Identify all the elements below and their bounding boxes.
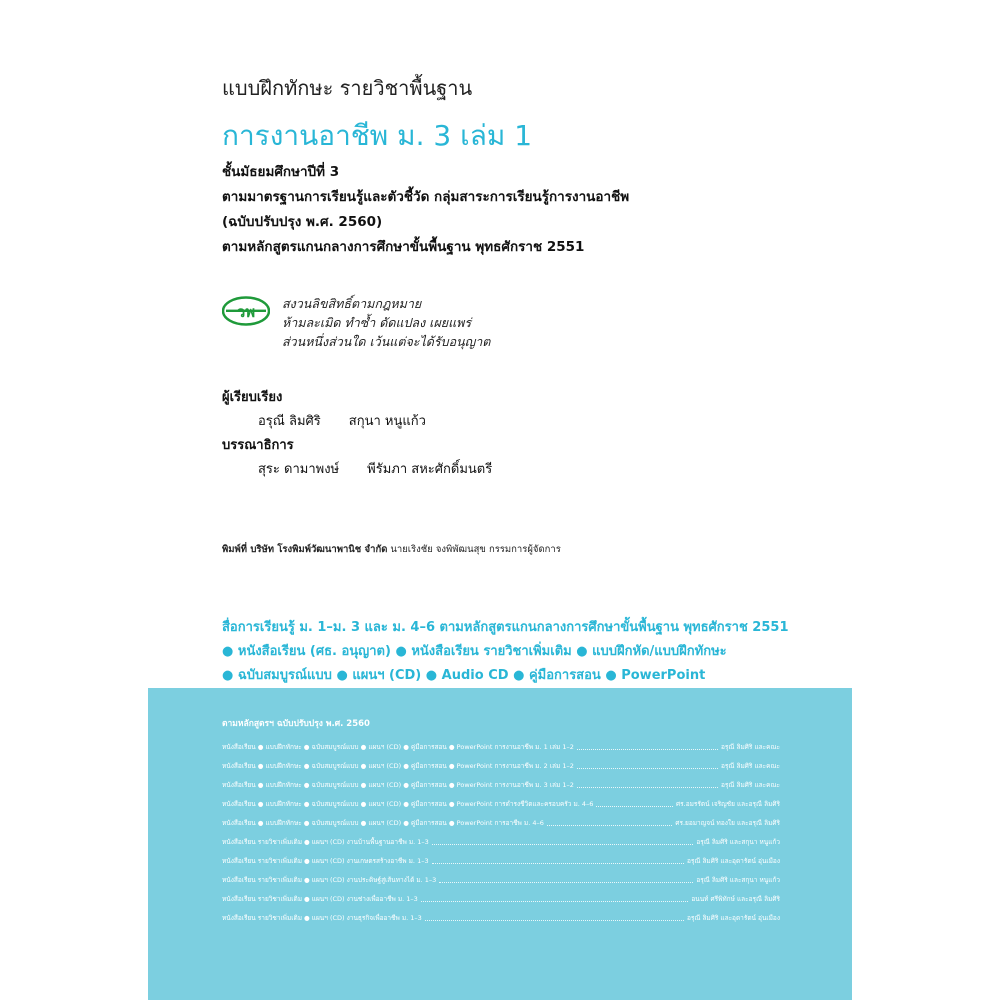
- list-item-author: ศร.อมรรัตน์ เจริญชัย และอรุณี ลิมศิริ: [676, 800, 780, 808]
- panel-title: ตามหลักสูตรฯ ฉบับปรับปรุง พ.ศ. 2560: [222, 719, 370, 729]
- list-item-author: อรุณี ลิมศิริ และคณะ: [721, 781, 780, 789]
- list-item-author: อนนท์ ศรีพิทักษ์ และอรุณี ลิมศิริ: [691, 895, 780, 903]
- copyright-line: ส่วนหนึ่งส่วนใด เว้นแต่จะได้รับอนุญาต: [282, 334, 491, 349]
- authors-list: [222, 410, 492, 434]
- dot-leader: [577, 749, 718, 750]
- list-item-title: หนังสือเรียน รายวิชาเพิ่มเติม ● แผนฯ (CD) งานช่างเพื่ออาชีพ ม. 1–3: [222, 895, 418, 903]
- media-item: แผนฯ (CD): [352, 668, 422, 683]
- list-item: [222, 871, 780, 890]
- list-item: [222, 757, 780, 776]
- credits: [222, 386, 492, 482]
- book-title: การงานอาชีพ ม. 3 เล่ม 1: [222, 119, 533, 152]
- list-item-author: อรุณี ลิมศิริ และอุดารัตน์ อุ่นเมือง: [686, 914, 780, 922]
- list-item: [222, 852, 780, 871]
- editors-label: บรรณาธิการ: [222, 438, 294, 453]
- list-item: [222, 814, 780, 833]
- curriculum-info: [222, 160, 629, 260]
- dot-leader: [425, 920, 684, 921]
- series-label: แบบฝึกทักษะ รายวิชาพื้นฐาน: [222, 76, 473, 100]
- list-item: [222, 833, 780, 852]
- learning-media: [222, 616, 789, 688]
- media-heading: สื่อการเรียนรู้ ม. 1–ม. 3 และ ม. 4–6 ตามหลักสูตรแกนกลางการศึกษาขั้นพื้นฐาน พุทธศักราช 2551: [222, 620, 789, 635]
- printer-info: [222, 542, 561, 557]
- list-item-author: ศร.ยอมาญจน์ ทองใย และอรุณี ลิมศิริ: [675, 819, 780, 827]
- editor-name: พีรัมภา สหะศักดิ์มนตรี: [367, 462, 493, 477]
- bullet-icon: ●: [425, 668, 438, 683]
- printer-company: พิมพ์ที่ บริษัท โรงพิมพ์วัฒนาพานิช จำกัด: [222, 544, 388, 555]
- author-name: อรุณี ลิมศิริ: [258, 414, 321, 429]
- dot-leader: [432, 863, 684, 864]
- dot-leader: [596, 806, 673, 807]
- bullet-icon: ●: [395, 644, 407, 659]
- list-item-title: หนังสือเรียน ● แบบฝึกทักษะ ● ฉบับสมบูรณ์แบบ ● แผนฯ (CD) ● คู่มือการสอน ● PowerPoint การงานอาชีพ ม. 2 เล่ม 1–2: [222, 762, 574, 770]
- bullet-icon: ●: [576, 644, 588, 659]
- media-item: แบบฝึกหัด/แบบฝึกทักษะ: [592, 644, 727, 659]
- media-item: คู่มือการสอน: [528, 668, 601, 683]
- info-line: (ฉบับปรับปรุง พ.ศ. 2560): [222, 214, 383, 230]
- list-item: [222, 909, 780, 928]
- list-item-author: อรุณี ลิมศิริ และสกุนา หนูแก้ว: [696, 876, 780, 884]
- list-item-title: หนังสือเรียน ● แบบฝึกทักษะ ● ฉบับสมบูรณ์แบบ ● แผนฯ (CD) ● คู่มือการสอน ● PowerPoint การอาชีพ ม. 4–6: [222, 819, 544, 827]
- publisher-logo: [222, 296, 270, 326]
- copyright-line: ห้ามละเมิด ทำซ้ำ ดัดแปลง เผยแพร่: [282, 315, 472, 330]
- list-item-title: หนังสือเรียน รายวิชาเพิ่มเติม ● แผนฯ (CD) งานประดิษฐ์สู่เส้นทางได้ ม. 1–3: [222, 876, 437, 884]
- dot-leader: [577, 768, 718, 769]
- copyright-text: [282, 294, 490, 351]
- list-item-title: หนังสือเรียน รายวิชาเพิ่มเติม ● แผนฯ (CD) งานธุรกิจเพื่ออาชีพ ม. 1–3: [222, 914, 422, 922]
- dot-leader: [432, 844, 693, 845]
- info-line: ตามมาตรฐานการเรียนรู้และตัวชี้วัด กลุ่มสาระการเรียนรู้การงานอาชีพ: [222, 189, 630, 205]
- bullet-icon: ●: [513, 668, 525, 683]
- list-item: [222, 890, 780, 909]
- list-item-title: หนังสือเรียน รายวิชาเพิ่มเติม ● แผนฯ (CD) งานบ้านพื้นฐานอาชีพ ม. 1–3: [222, 838, 429, 846]
- media-line-2: [222, 640, 789, 664]
- list-item-author: อรุณี ลิมศิริ และคณะ: [721, 762, 780, 770]
- copyright-notice: [222, 294, 622, 349]
- dot-leader: [439, 882, 693, 883]
- media-item: หนังสือเรียน รายวิชาเพิ่มเติม: [411, 644, 572, 659]
- logo-text: วพ: [236, 303, 256, 321]
- media-item: หนังสือเรียน (ศธ. อนุญาต): [237, 644, 391, 659]
- editor-name: สุระ ดามาพงษ์: [258, 462, 340, 477]
- list-item-author: อรุณี ลิมศิริ และคณะ: [721, 743, 780, 751]
- bullet-icon: ●: [605, 668, 617, 683]
- list-item-author: อรุณี ลิมศิริ และสกุนา หนูแก้ว: [696, 838, 780, 846]
- printer-manager: นายเริงชัย จงพิพัฒนสุข กรรมการผู้จัดการ: [390, 544, 561, 555]
- list-item-title: หนังสือเรียน ● แบบฝึกทักษะ ● ฉบับสมบูรณ์แบบ ● แผนฯ (CD) ● คู่มือการสอน ● PowerPoint การงานอาชีพ ม. 1 เล่ม 1–2: [222, 743, 574, 751]
- list-item: [222, 795, 780, 814]
- list-item-title: หนังสือเรียน ● แบบฝึกทักษะ ● ฉบับสมบูรณ์แบบ ● แผนฯ (CD) ● คู่มือการสอน ● PowerPoint การงานอาชีพ ม. 3 เล่ม 1–2: [222, 781, 574, 789]
- editors-list: [222, 458, 492, 482]
- list-item: [222, 776, 780, 795]
- bullet-icon: ●: [222, 668, 234, 683]
- dot-leader: [421, 901, 688, 902]
- authors-label: ผู้เรียบเรียง: [222, 390, 283, 405]
- media-item: PowerPoint: [621, 668, 706, 683]
- info-line: ชั้นมัธยมศึกษาปีที่ 3: [222, 164, 340, 180]
- bullet-icon: ●: [222, 644, 234, 659]
- author-name: สกุนา หนูแก้ว: [348, 414, 426, 429]
- list-item-title: หนังสือเรียน รายวิชาเพิ่มเติม ● แผนฯ (CD) งานเกษตรสร้างอาชีพ ม. 1–3: [222, 857, 429, 865]
- list-item-title: หนังสือเรียน ● แบบฝึกทักษะ ● ฉบับสมบูรณ์แบบ ● แผนฯ (CD) ● คู่มือการสอน ● PowerPoint การดำรงชีวิตและครอบครัว ม. 4–6: [222, 800, 594, 808]
- media-item: ฉบับสมบูรณ์แบบ: [237, 668, 332, 683]
- list-item: [222, 738, 780, 757]
- product-list-panel: [148, 688, 852, 1000]
- bullet-icon: ●: [336, 668, 348, 683]
- dot-leader: [577, 787, 718, 788]
- copyright-line: สงวนลิขสิทธิ์ตามกฎหมาย: [282, 296, 422, 311]
- media-item: Audio CD: [441, 668, 509, 683]
- media-line-3: [222, 664, 789, 688]
- info-line: ตามหลักสูตรแกนกลางการศึกษาขั้นพื้นฐาน พุทธศักราช 2551: [222, 239, 585, 255]
- dot-leader: [547, 825, 672, 826]
- product-list: [222, 738, 780, 928]
- list-item-author: อรุณี ลิมศิริ และอุดารัตน์ อุ่นเมือง: [686, 857, 780, 865]
